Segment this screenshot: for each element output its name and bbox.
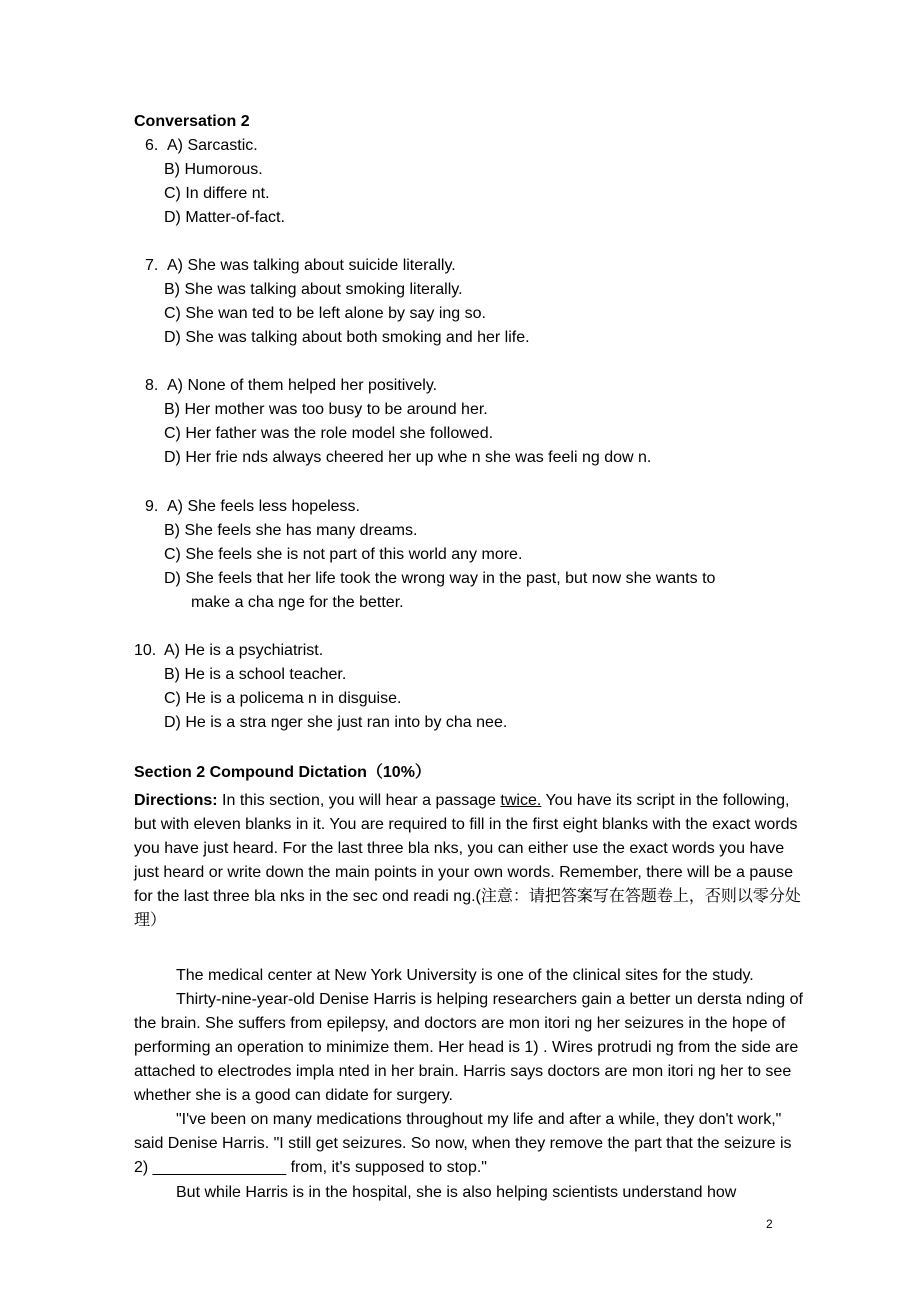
option: D) He is a stra nger she just ran into by cha nee. xyxy=(164,714,508,731)
directions-label: Directions: xyxy=(134,792,218,809)
option: A) None of them helped her positively. xyxy=(167,377,438,394)
option: B) She was talking about smoking literally. xyxy=(164,281,463,298)
question-number: 8. xyxy=(145,377,159,394)
option: B) Her mother was too busy to be around her. xyxy=(164,401,488,418)
directions-paragraph xyxy=(134,789,806,933)
option: C) In differe nt. xyxy=(164,185,270,202)
question-number: 6. xyxy=(145,137,159,154)
option: D) Matter-of-fact. xyxy=(164,209,285,226)
option: A) She feels less hopeless. xyxy=(167,498,360,515)
passage-paragraph: But while Harris is in the hospital, she is also helping scientists understand how xyxy=(176,1184,737,1201)
option: C) Her father was the role model she followed. xyxy=(164,425,494,442)
directions-text: You have its script in the following, but with eleven blanks in it. You are required to fill in the first eight blanks with the exact words you have just heard. For the last three bla nks, you can either use the exact words you have just heard or write down the main points in your own words. Remember, there will be a pause for the last three bla nks in the sec ond readi ng.(注意：请把答案写在答题卷上，否则以零分处理） xyxy=(134,792,801,929)
option: B) He is a school teacher. xyxy=(164,666,347,683)
option: C) He is a policema n in disguise. xyxy=(164,690,402,707)
question-number: 7. xyxy=(145,257,159,274)
section-heading: Section 2 Compound Dictation（10%） xyxy=(134,764,431,781)
conversation-heading: Conversation 2 xyxy=(134,113,250,130)
option: A) Sarcastic. xyxy=(167,137,258,154)
option: D) Her frie nds always cheered her up whe n she was feeli ng dow n. xyxy=(164,449,652,466)
question-number: 10. xyxy=(134,642,157,659)
passage-paragraph: Thirty-nine-year-old Denise Harris is helping researchers gain a better un dersta nding of the brain. She suffers from epilepsy, and doctors are mon itori ng her seizures in the hope of performing an operation to minimize them. Her head is 1) . Wires protrudi ng from the side are attached to electrodes impla nted in her brain. Harris says doctors are mon itori ng her to see whether she is a good can didate for surgery. xyxy=(134,991,803,1104)
option: C) She feels she is not part of this world any more. xyxy=(164,546,523,563)
option: A) She was talking about suicide literally. xyxy=(167,257,456,274)
question-number: 9. xyxy=(145,498,159,515)
directions-text: In this section, you will hear a passage xyxy=(217,792,501,809)
option: D) She feels that her life took the wrong way in the past, but now she wants to xyxy=(164,570,716,587)
option: B) Humorous. xyxy=(164,161,263,178)
passage-paragraph: The medical center at New York University is one of the clinical sites for the study. xyxy=(176,967,754,984)
option: A) He is a psychiatrist. xyxy=(164,642,324,659)
option-continuation: make a cha nge for the better. xyxy=(191,594,404,611)
directions-emphasis: twice. xyxy=(500,792,542,809)
passage-paragraph: "I've been on many medications throughout my life and after a while, they don't work," said Denise Harris. "I still get seizures. So now, when they remove the part that the seizure is 2) _______________ from, it's supposed to stop." xyxy=(134,1111,792,1176)
option: B) She feels she has many dreams. xyxy=(164,522,418,539)
option: D) She was talking about both smoking and her life. xyxy=(164,329,530,346)
page-number: 2 xyxy=(766,1217,773,1231)
option: C) She wan ted to be left alone by say ing so. xyxy=(164,305,486,322)
